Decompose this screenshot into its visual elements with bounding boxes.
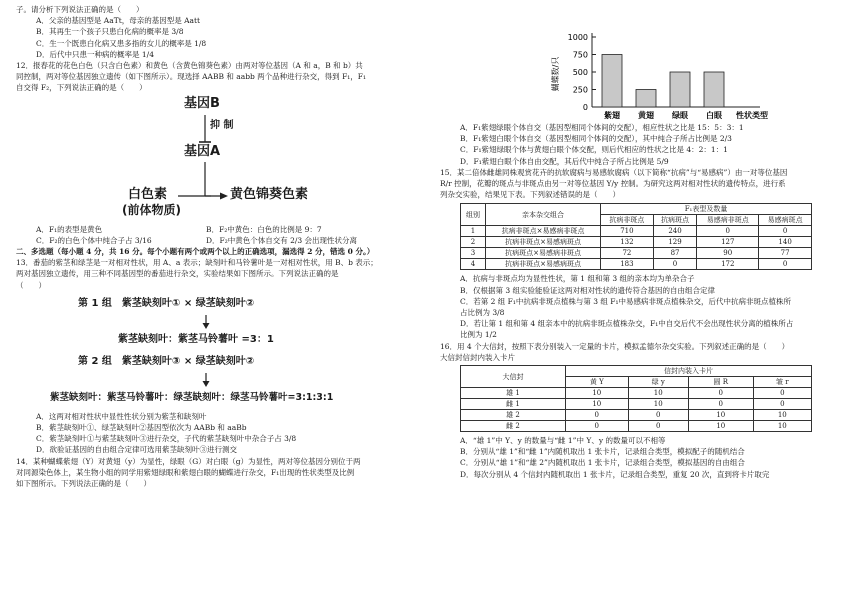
q16-cell: 0 [628,421,688,432]
q15-header-group: 组别 [461,204,486,226]
right-column [440,0,850,480]
q15-cell: 127 [697,237,759,248]
down-arrow-icon [196,373,216,387]
q15-cell-cross: 抗病斑点×易感病非斑点 [486,248,601,259]
q12-option-b: B．F₂中黄色：白色的比例是 9：7 [206,224,322,234]
q16-table [460,365,812,432]
q16-header-cards: 信封内装入卡片 [566,366,812,377]
bar [670,72,690,107]
q15-option-a: A．抗病与非斑点均为显性性状，第 1 组和第 3 组的亲本均为单杂合子 [460,274,695,284]
q16-option-b: B．分别从“雄 1”和“雌 1”内随机取出 1 张卡片，记录组合类型，模拟配子的随机结合 [460,447,745,457]
q16-card-type: 黄 Y [566,377,629,388]
gene-a-label: 基因A [184,143,221,159]
q15-cell: 0 [653,259,697,270]
q15-subheader: 抗病斑点 [653,215,697,226]
q13-stem-line: 两对基因独立遗传，用三种不同基因型的番茄进行杂交，实验结果如下图所示。下列说法正确的是 [16,269,339,279]
pathway-arrows [16,94,431,220]
x-axis-label: 性状类型 [736,111,768,120]
q13-option-b: B．紫茎缺刻叶①、绿茎缺刻叶②基因型依次为 AABb 和 aaBb [36,423,247,433]
q15-cell-cross: 抗病非斑点×易感病非斑点 [486,226,601,237]
table-row [461,399,812,410]
q16-cell: 0 [753,388,811,399]
table-row [461,248,812,259]
table-row [461,388,812,399]
q15-cell: 183 [601,259,654,270]
y-tick-label: 500 [572,68,588,77]
q16-card-type: 皱 r [753,377,811,388]
bar-chart-svg [440,0,850,122]
q13-stem-line: （ ） [16,280,46,290]
q12-option-c: C．F₂的白色个体中纯合子占 3/16 [36,235,152,245]
q16-cell: 0 [688,399,753,410]
q12-stem-line: 12．报春花的花色白色（只含白色素）和黄色（含黄色锦葵色素）由两对等位基因（A 和 a，B 和 b）共 [16,61,363,71]
q15-cell: 87 [653,248,697,259]
q12-option-d: D．F₂中黄色个体自交有 2/3 会出现性状分离 [206,235,358,245]
q16-cell: 0 [566,410,629,421]
q12-stem-line: 同控制，两对等位基因独立遗传（如下图所示）。现选择 AABB 和 aabb 两个品种进行杂交，得到 F₁，F₁ [16,72,366,82]
q16-stem-line: 大信封信封内装入卡片 [440,352,515,362]
table-row [461,410,812,421]
q16-cell: 0 [566,421,629,432]
group1-result: 紫茎缺刻叶：紫茎马铃薯叶 =3：1 [118,333,274,345]
q15-option-d-cont: 比例为 1/2 [460,330,497,340]
q14-stem-line: 对同源染色体上，某生物小组的同学用紫翅绿眼和紫翅白眼的蝴蝶进行杂交，F₁出现的性状类型及比例 [16,467,355,477]
q15-cell: 90 [697,248,759,259]
q15-subheader: 易感病斑点 [759,215,812,226]
q16-cell: 10 [628,388,688,399]
q15-subheader: 易感病非斑点 [697,215,759,226]
q16-card-type: 绿 y [628,377,688,388]
q15-cell-group: 2 [461,237,486,248]
q16-cell-name: 雌 2 [461,421,566,432]
q15-cell-group: 4 [461,259,486,270]
table-row [461,237,812,248]
q15-cell-group: 1 [461,226,486,237]
q13-option-c: C．紫茎缺刻叶①与紫茎缺刻叶③进行杂交，子代的紫茎缺刻叶中杂合子占 3/8 [36,434,297,444]
q15-cell: 0 [697,226,759,237]
q13-option-d: D．欲验证基因的自由组合定律可选用紫茎缺刻叶③进行测交 [36,445,238,455]
q15-cell-group: 3 [461,248,486,259]
q15-header-cross: 亲本杂交组合 [486,204,601,226]
q16-header-envelope: 大信封 [461,366,566,388]
q11-option-b: B．其再生一个孩子只患白化病的概率是 3/8 [36,27,184,37]
y-tick-label: 0 [582,103,588,112]
q16-cell: 10 [566,399,629,410]
y-tick-label: 250 [572,85,588,95]
bar [636,90,656,108]
q16-option-a: A．“雄 1”中 Y、y 的数量与“雌 1”中 Y、y 的数量可以不相等 [460,436,666,446]
q15-cell: 140 [759,237,812,248]
q15-header-f1: F₁表型及数量 [601,204,812,215]
q15-option-c: C．若第 2 组 F₁中抗病非斑点植株与第 3 组 F₁中易感病非斑点植株杂交，后代中抗病非斑点植株所 [460,296,792,306]
y-tick-label: 750 [572,50,588,60]
x-category-label: 黄翅 [638,111,654,120]
group1-cross: 第 1 组 紫茎缺刻叶① × 绿茎缺刻叶② [78,297,255,309]
y-axis-label: 蝴蝶数/只 [551,56,560,92]
q16-cell: 10 [566,388,629,399]
q13-cross-figure [16,293,431,409]
q16-cell: 0 [688,388,753,399]
q14-option-d: D．F₁紫翅白眼个体自由交配，其后代中纯合子所占比例是 5/9 [460,156,669,166]
q16-cell-name: 雌 1 [461,399,566,410]
q12-stem-line: 自交得 F₂，下列说法正确的是（ ） [16,83,147,93]
q16-stem-line: 16．用 4 个大信封，按照下表分别装入一定量的卡片，模拟孟德尔杂交实验。下列叙述正确的是（ ） [440,341,790,351]
q15-option-b: B．仅根据第 3 组实验能验证这两对相对性状的遗传符合基因的自由组合定律 [460,285,716,295]
table-row [461,226,812,237]
group2-cross: 第 2 组 紫茎缺刻叶③ × 绿茎缺刻叶② [78,355,255,367]
q16-cell: 0 [753,399,811,410]
q15-cell: 0 [759,226,812,237]
white-pigment-label: 白色素 [128,186,168,202]
down-arrow-icon [196,315,216,329]
q15-table [460,203,812,270]
yellow-pigment-label: 黄色锦葵色素 [230,186,309,202]
table-row [461,259,812,270]
gene-b-label: 基因B [184,95,220,111]
q15-cell: 72 [601,248,654,259]
q15-subheader: 抗病非斑点 [601,215,654,226]
q12-options-row [16,235,431,246]
q15-cell: 172 [697,259,759,270]
q15-cell: 710 [601,226,654,237]
q13-option-a: A．这两对相对性状中显性性状分别为紫茎和缺刻叶 [36,411,207,421]
y-tick-label: 1000 [567,33,588,42]
q14-option-b: B．F₁紫翅白眼个体自交（基因型相同个体间的交配），其中纯合子所占比例是 2/3 [460,134,732,144]
x-category-label: 紫翅 [604,111,620,120]
q15-cell: 0 [759,259,812,270]
q15-cell: 77 [759,248,812,259]
x-category-label: 绿眼 [672,111,688,120]
section-2-heading: 二、多选题（每小题 4 分，共 16 分。每个小题有两个或两个以上的正确选项，漏选得 2 分，错选 0 分。） [16,247,375,257]
q15-cell-cross: 抗病非斑点×易感病斑点 [486,237,601,248]
q15-option-c-cont: 占比例为 3/8 [460,308,505,318]
q15-cell: 132 [601,237,654,248]
q16-option-d: D．每次分别从 4 个信封内随机取出 1 张卡片，记录组合类型，重复 20 次，直到将卡片取完 [460,469,770,479]
q15-stem-line: R/r 控制，花瓣的斑点与非斑点由另一对等位基因 Y/y 控制。为研究这两对相对性状的遗传特点，进行系 [440,179,786,189]
q14-option-c: C．F₁紫翅绿眼个体与黄翅白眼个体交配，则后代相应的性状之比是 4：2：1：1 [460,145,728,155]
q16-card-type: 圆 R [688,377,753,388]
q15-stem-line: 15．某二倍体雌雄同株观赏花卉的抗软腐病与易感软腐病（以下简称“抗病”与“易感病”）由一对等位基因 [440,167,788,177]
q14-bar-chart [440,0,850,122]
q16-option-c: C．分别从“雄 1”和“雄 2”内随机取出 1 张卡片，记录组合类型，模拟基因的自由组合 [460,458,745,468]
q11-option-a: A．父亲的基因型是 AaTt，母亲的基因型是 Aatt [36,16,201,26]
q16-cell-name: 雄 1 [461,388,566,399]
group2-result: 紫茎缺刻叶：紫茎马铃薯叶：绿茎缺刻叶：绿茎马铃薯叶=3:1:3:1 [50,391,334,403]
q11-tail: 子。请分析下列说法正确的是（ ） [16,5,144,14]
q13-stem-line: 13．番茄的紫茎和绿茎是一对相对性状，用 A、a 表示；缺刻叶和马铃薯叶是一对相对性状，用 B、b 表示； [16,258,378,268]
q11-option-c: C．生一个既患白化病又患多指的女儿的概率是 1/8 [36,38,207,48]
q16-cell: 10 [753,410,811,421]
table-row [461,421,812,432]
q15-cell: 129 [653,237,697,248]
q14-option-a: A．F₁紫翅绿眼个体自交（基因型相同个体间的交配），相应性状之比是 15：5：3：1 [460,123,744,132]
inhibit-label: 抑 制 [210,119,234,131]
q15-option-d: D．若让第 1 组和第 4 组亲本中的抗病非斑点植株杂交，F₁中自交后代不会出现性状分离的植株所占 [460,319,794,329]
q16-cell: 10 [688,421,753,432]
q11-option-d: D．后代中只患一种病的概率是 1/4 [36,49,154,59]
q16-cell: 10 [753,421,811,432]
precursor-label: (前体物质) [122,202,181,217]
q16-cell-name: 雄 2 [461,410,566,421]
q12-pathway-diagram [16,94,431,220]
bar [602,55,622,108]
q15-cell-cross: 抗病非斑点×易感病斑点 [486,259,601,270]
x-category-label: 白眼 [706,111,722,120]
q16-cell: 10 [688,410,753,421]
q12-options-row [16,224,431,235]
left-column [16,0,431,489]
bar [704,72,724,107]
q15-stem-line: 列杂交实验，结果见下表。下列叙述错误的是（ ） [440,190,620,200]
q16-cell: 0 [628,410,688,421]
q14-stem-line: 14．某种蝴蝶紫翅（Y）对黄翅（y）为显性，绿眼（G）对白眼（g）为显性，两对等位基因分别位于两 [16,456,361,466]
q14-stem-line: 如下图所示。下列说法正确的是（ ） [16,479,151,489]
q15-cell: 240 [653,226,697,237]
q12-option-a: A．F₁的表型是黄色 [36,224,103,234]
q16-cell: 10 [628,399,688,410]
